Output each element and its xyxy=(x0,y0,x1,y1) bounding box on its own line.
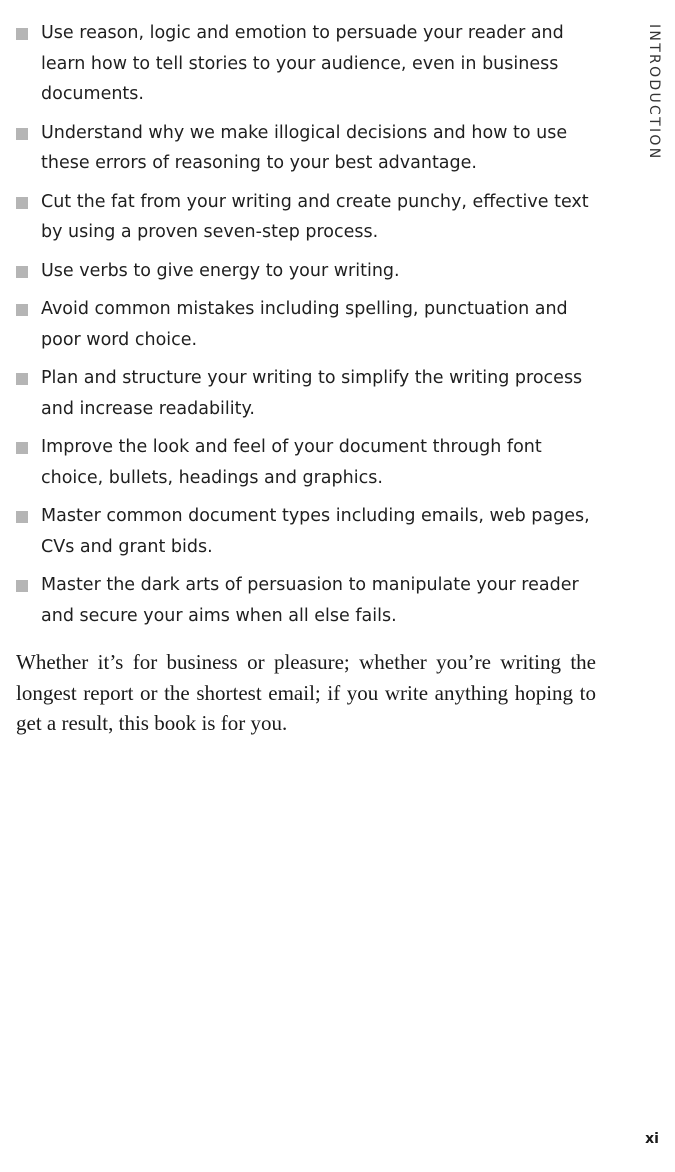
list-item-text: Use reason, logic and emotion to persuade your reader and learn how to tell stories to your audience, even in business documents. xyxy=(41,23,564,104)
list-item xyxy=(16,256,596,287)
square-bullet-icon xyxy=(16,266,28,278)
square-bullet-icon xyxy=(16,28,28,40)
list-item-text: Use verbs to give energy to your writing. xyxy=(41,260,400,281)
square-bullet-icon xyxy=(16,373,28,385)
list-item xyxy=(16,294,596,355)
list-item xyxy=(16,187,596,248)
list-item-text: Plan and structure your writing to simplify the writing process and increase readability. xyxy=(41,368,583,419)
list-item xyxy=(16,432,596,493)
square-bullet-icon xyxy=(16,511,28,523)
running-head: INTRODUCTION xyxy=(646,24,662,161)
list-item xyxy=(16,570,596,631)
list-item-text: Cut the fat from your writing and create punchy, effective text by using a proven seven-step process. xyxy=(41,191,589,242)
list-item-text: Master the dark arts of persuasion to manipulate your reader and secure your aims when all else fails. xyxy=(41,575,579,626)
list-item xyxy=(16,501,596,562)
square-bullet-icon xyxy=(16,304,28,316)
square-bullet-icon xyxy=(16,128,28,140)
closing-paragraph: Whether it’s for business or pleasure; whether you’re writing the longest report or the shortest email; if you write anything hoping to get a result, this book is for you. xyxy=(16,650,596,735)
list-item-text: Understand why we make illogical decisions and how to use these errors of reasoning to your best advantage. xyxy=(41,122,568,173)
square-bullet-icon xyxy=(16,442,28,454)
list-item xyxy=(16,18,596,110)
list-item-text: Master common document types including emails, web pages, CVs and grant bids. xyxy=(41,506,590,557)
list-item-text: Avoid common mistakes including spelling, punctuation and poor word choice. xyxy=(41,299,568,350)
list-item xyxy=(16,118,596,179)
list-item-text: Improve the look and feel of your document through font choice, bullets, headings and graphics. xyxy=(41,437,542,488)
bullet-list xyxy=(16,18,596,639)
page-number: xi xyxy=(645,1131,659,1147)
square-bullet-icon xyxy=(16,197,28,209)
list-item xyxy=(16,363,596,424)
square-bullet-icon xyxy=(16,580,28,592)
